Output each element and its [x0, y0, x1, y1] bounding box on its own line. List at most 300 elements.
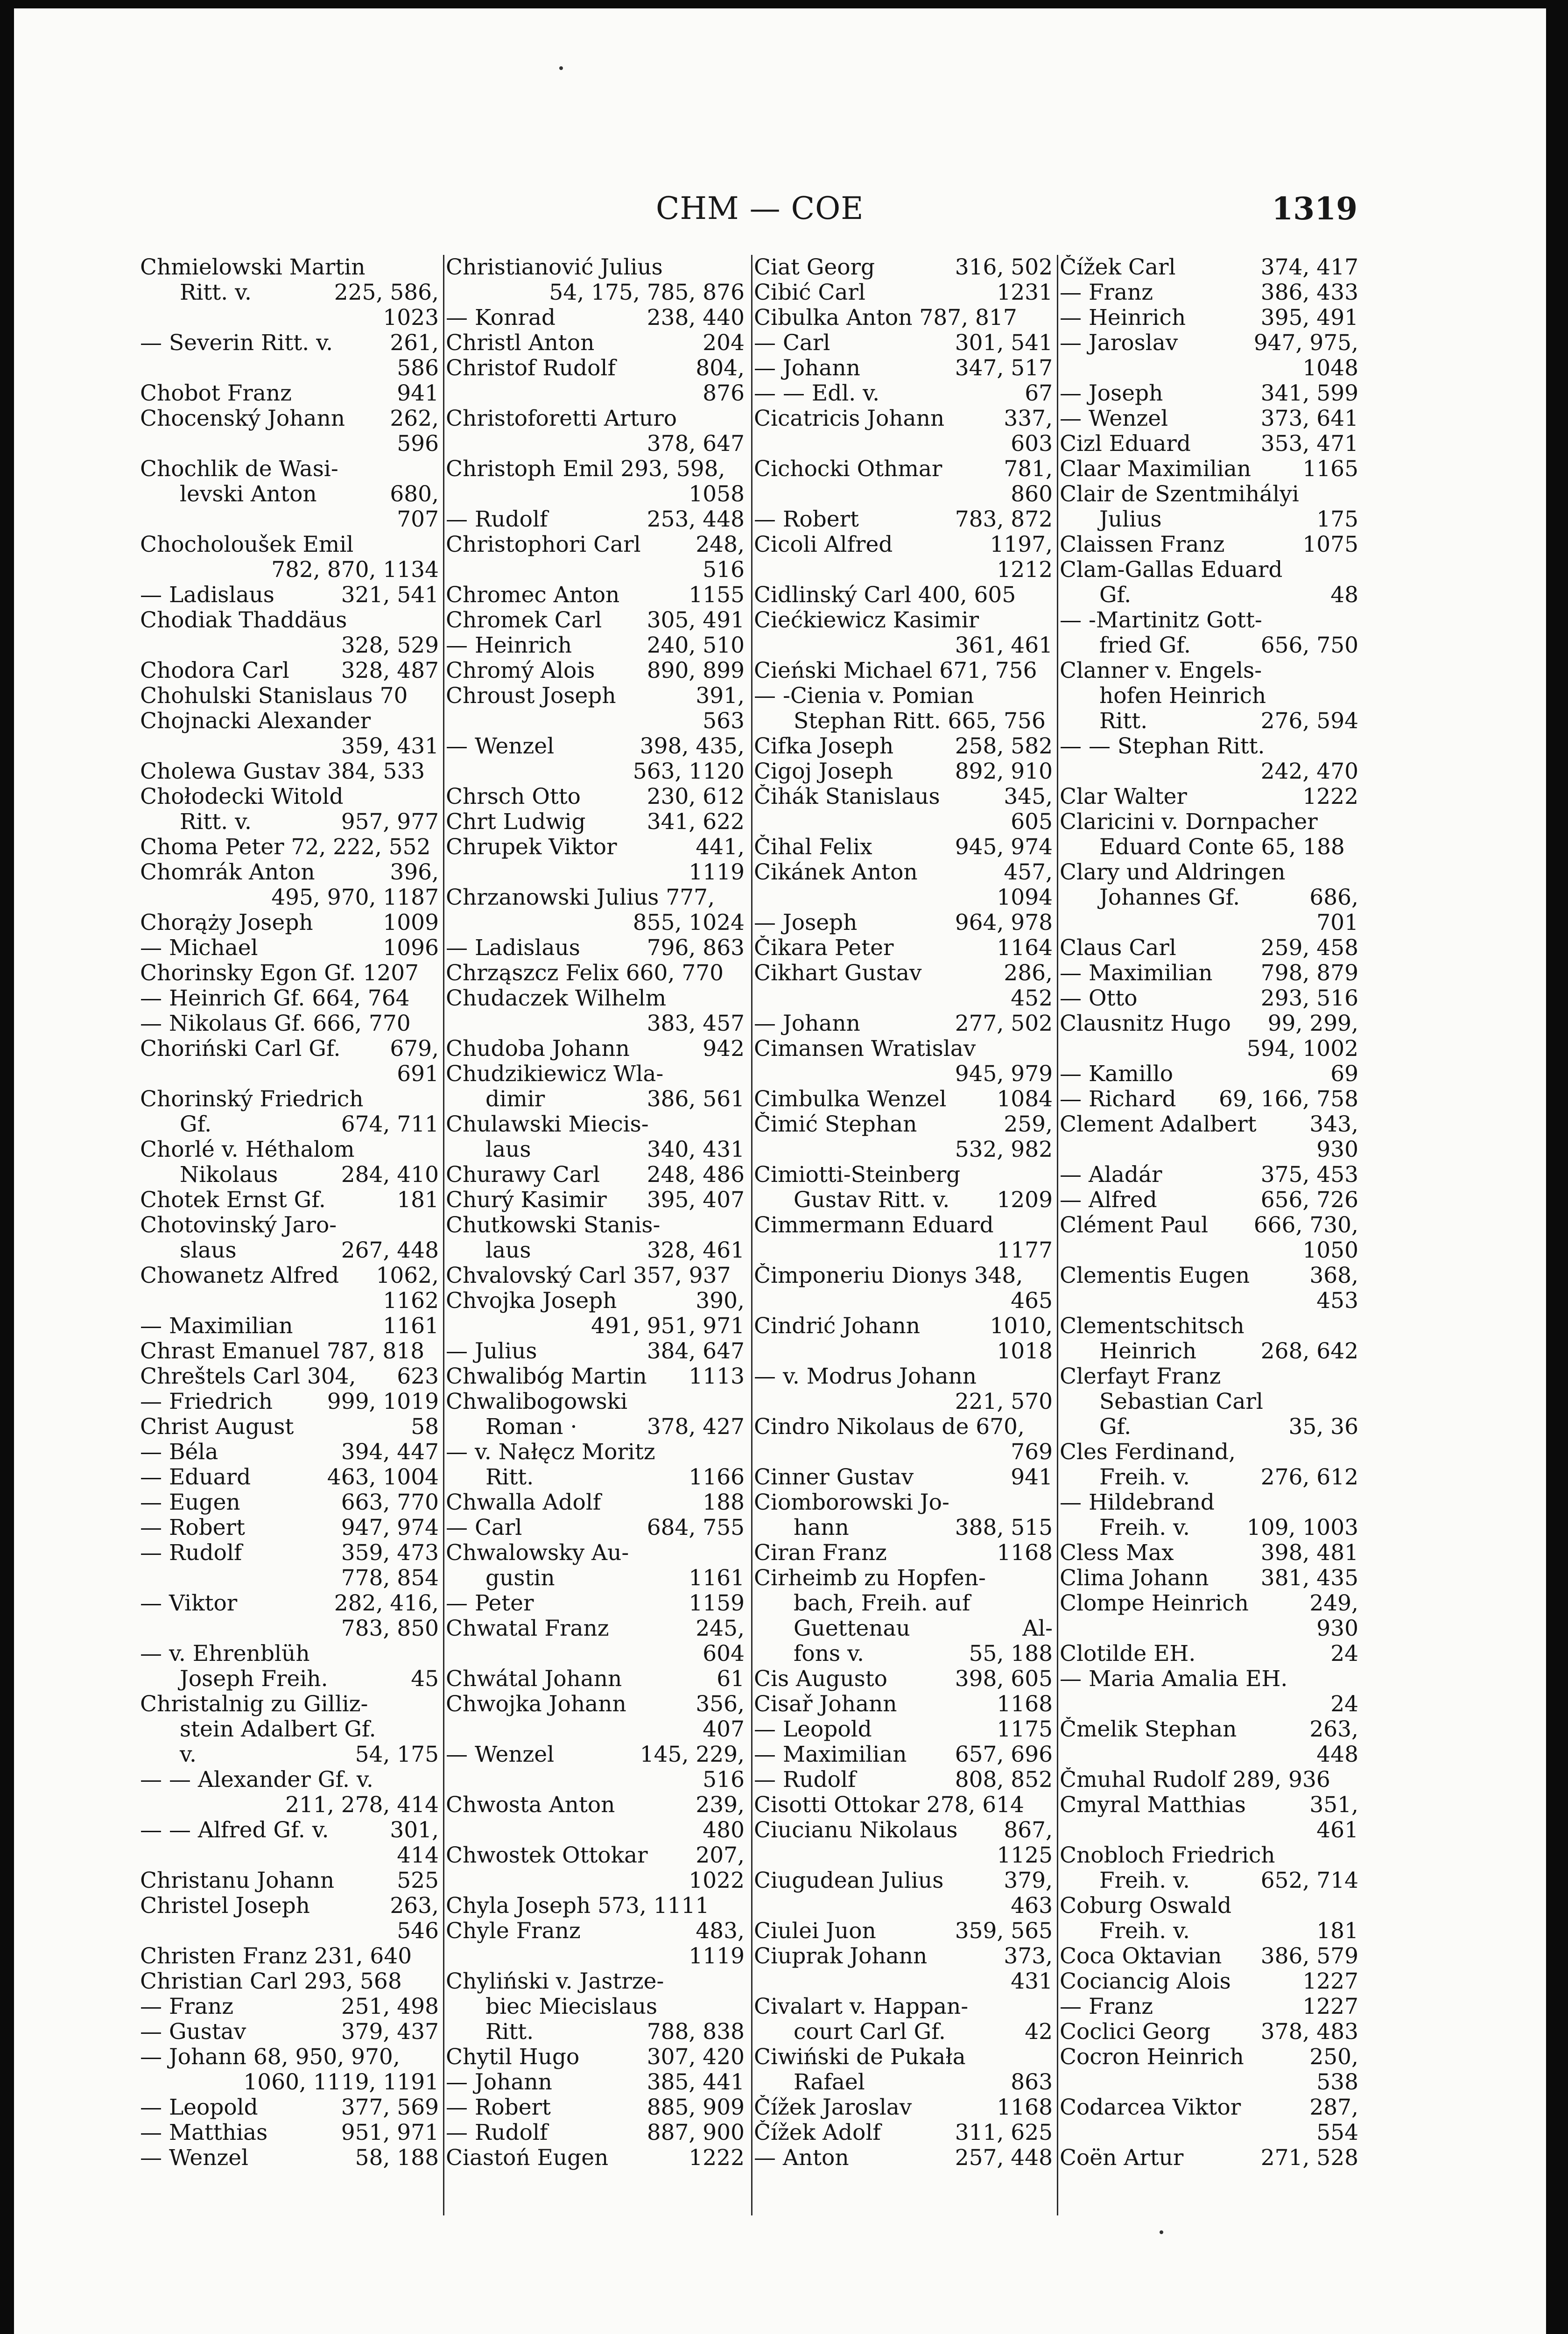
index-line: 586 — [397, 356, 439, 381]
index-line — [754, 532, 1053, 557]
index-line — [754, 784, 1053, 809]
index-line: 701 — [1316, 910, 1358, 935]
entry-name: — Maximilian — [1060, 961, 1213, 986]
index-line: Christalnig zu Gilliz- — [140, 1692, 368, 1717]
index-column-1 — [140, 255, 439, 2171]
index-line: — -Martinitz Gott- — [1060, 608, 1262, 633]
index-line — [754, 1314, 1053, 1339]
page-references: 679, — [390, 1036, 439, 1062]
entry-name: Cis Augusto — [754, 1666, 887, 1692]
index-column-2 — [446, 255, 745, 2171]
entry-name: Clima Johann — [1060, 1566, 1209, 1591]
index-line: Chrast Emanuel 787, 818 — [140, 1339, 425, 1364]
entry-name: — Heinrich — [446, 633, 572, 658]
entry-name: Cicoli Alfred — [754, 532, 893, 557]
entry-name: — Rudolf — [446, 2120, 548, 2145]
entry-name: fried Gf. — [1099, 633, 1191, 658]
entry-name: — Heinrich — [1060, 305, 1186, 330]
index-line — [754, 1188, 1053, 1213]
index-line — [140, 280, 439, 305]
entry-name: — Maximilian — [140, 1314, 293, 1339]
index-line: 414 — [397, 1843, 439, 1868]
page-references: 359, 565 — [955, 1919, 1053, 1944]
index-line — [140, 1440, 439, 1465]
page-references: 374, 417 — [1260, 255, 1358, 280]
entry-name: Gf. — [1099, 583, 1132, 608]
page-references: 277, 502 — [955, 1011, 1053, 1036]
index-line: 407 — [703, 1717, 745, 1742]
page-references: 251, 498 — [341, 1994, 439, 2019]
index-line: Cidlinský Carl 400, 605 — [754, 583, 1016, 608]
index-line: Cibulka Anton 787, 817 — [754, 305, 1017, 330]
page-references: 145, 229, — [640, 1742, 745, 1767]
entry-name: — Eugen — [140, 1490, 240, 1515]
entry-name: — Johann — [754, 1011, 860, 1036]
index-line — [1060, 1868, 1358, 1893]
entry-name: Coca Oktavian — [1060, 1944, 1222, 1969]
index-line — [140, 2145, 439, 2171]
entry-name: Christ August — [140, 1414, 294, 1440]
entry-name: Čížek Jaroslav — [754, 2095, 912, 2120]
entry-name: Ciucianu Nikolaus — [754, 1818, 958, 1843]
index-line: 1018 — [997, 1339, 1053, 1364]
index-line — [754, 1818, 1053, 1843]
index-line — [140, 1188, 439, 1213]
page-references: 250, — [1309, 2045, 1358, 2070]
index-line — [754, 381, 1053, 406]
index-line: Cles Ferdinand, — [1060, 1440, 1236, 1465]
index-line: Sebastian Carl — [1099, 1389, 1263, 1414]
index-line — [1060, 406, 1358, 431]
page-references: 1175 — [997, 1717, 1053, 1742]
index-line — [754, 2070, 1053, 2095]
index-line: 24 — [1330, 1692, 1358, 1717]
index-line: Cimmermann Eduard — [754, 1213, 994, 1238]
index-line — [446, 1742, 745, 1767]
index-line — [1060, 784, 1358, 809]
page-references: 373, — [1004, 1944, 1053, 1969]
index-line — [1060, 1263, 1358, 1288]
column-rule — [751, 255, 752, 2215]
page-references: 286, — [1004, 961, 1053, 986]
page-references: 58, 188 — [355, 2145, 439, 2171]
index-line — [754, 835, 1053, 860]
index-line — [140, 1389, 439, 1414]
index-line: 1125 — [997, 1843, 1053, 1868]
page-references: 808, 852 — [955, 1767, 1053, 1793]
page-references: 341, 599 — [1260, 381, 1358, 406]
index-line — [140, 1540, 439, 1566]
index-line: 383, 457 — [647, 1011, 745, 1036]
index-line: 860 — [1011, 482, 1053, 507]
index-line — [1060, 431, 1358, 457]
index-line — [140, 381, 439, 406]
index-line: Christen Franz 231, 640 — [140, 1944, 412, 1969]
index-line: 538 — [1316, 2070, 1358, 2095]
index-line: 769 — [1011, 1440, 1053, 1465]
index-line: Civalart v. Happan- — [754, 1994, 969, 2019]
index-line: 461 — [1316, 1818, 1358, 1843]
index-line: — v. Ehrenblüh — [140, 1641, 310, 1666]
page-references: 947, 975, — [1253, 330, 1358, 356]
entry-name: — Johann — [446, 2070, 552, 2095]
index-line — [1060, 935, 1358, 961]
entry-name: Čimić Stephan — [754, 1112, 917, 1137]
entry-name: fons v. — [794, 1641, 864, 1666]
entry-name: — Béla — [140, 1440, 218, 1465]
entry-name: Chwalla Adolf — [446, 1490, 601, 1515]
entry-name: Ritt. — [485, 1465, 534, 1490]
page-references: 276, 594 — [1260, 709, 1358, 734]
index-line — [446, 1339, 745, 1364]
index-line: Chorlé v. Héthalom — [140, 1137, 355, 1162]
index-line — [446, 2019, 745, 2045]
page-references: 305, 491 — [647, 608, 745, 633]
page-references: 483, — [696, 1919, 745, 1944]
entry-name: — Franz — [1060, 1994, 1153, 2019]
index-line — [446, 2120, 745, 2145]
page-references: 35, 36 — [1288, 1414, 1358, 1440]
index-line: 242, 470 — [1260, 759, 1358, 784]
index-line: 452 — [1011, 986, 1053, 1011]
page-references: 1161 — [689, 1566, 745, 1591]
index-line — [1060, 1793, 1358, 1818]
entry-name: Ciugudean Julius — [754, 1868, 944, 1893]
entry-name: gustin — [485, 1566, 555, 1591]
page-references: 276, 612 — [1260, 1465, 1358, 1490]
index-line — [1060, 1087, 1358, 1112]
index-line — [140, 1515, 439, 1540]
index-line — [754, 280, 1053, 305]
page-references: 1165 — [1302, 457, 1358, 482]
page-references: 67 — [1025, 381, 1053, 406]
page-references: 804, — [696, 356, 745, 381]
index-line — [446, 658, 745, 683]
index-line: Chmielowski Martin — [140, 255, 366, 280]
index-line: Chvalovský Carl 357, 937 — [446, 1263, 731, 1288]
index-line: Clerfayt Franz — [1060, 1364, 1221, 1389]
entry-name: Cichocki Othmar — [754, 457, 942, 482]
page-references: 941 — [1011, 1465, 1053, 1490]
entry-name: Chowanetz Alfred — [140, 1263, 339, 1288]
index-line: Chwalowsky Au- — [446, 1540, 629, 1566]
index-line — [446, 1666, 745, 1692]
index-line: 930 — [1316, 1137, 1358, 1162]
index-line — [140, 1868, 439, 1893]
index-line — [140, 2019, 439, 2045]
page-references: 867, — [1004, 1818, 1053, 1843]
index-line — [446, 330, 745, 356]
index-line: 1212 — [997, 557, 1053, 583]
entry-name: Clar Walter — [1060, 784, 1187, 809]
page-references: 657, 696 — [955, 1742, 1053, 1767]
index-line: 491, 951, 971 — [591, 1314, 745, 1339]
entry-name: — Ladislaus — [140, 583, 274, 608]
index-line — [754, 1087, 1053, 1112]
index-line: Cirheimb zu Hopfen- — [754, 1566, 986, 1591]
index-line: 594, 1002 — [1246, 1036, 1358, 1062]
index-line — [140, 2120, 439, 2145]
page-references: 674, 711 — [341, 1112, 439, 1137]
entry-name: Cifka Joseph — [754, 734, 894, 759]
page-references: 395, 491 — [1260, 305, 1358, 330]
index-line — [446, 1515, 745, 1540]
index-line: Cholewa Gustav 384, 533 — [140, 759, 425, 784]
index-line: bach, Freih. auf — [794, 1591, 970, 1616]
entry-name: slaus — [180, 1238, 237, 1263]
index-line: Chotovinský Jaro- — [140, 1213, 337, 1238]
index-line: 563 — [703, 709, 745, 734]
entry-name: Ciuprak Johann — [754, 1944, 928, 1969]
page-references: 1164 — [997, 935, 1053, 961]
entry-name: Claar Maximilian — [1060, 457, 1252, 482]
entry-name: Čížek Adolf — [754, 2120, 881, 2145]
page-references: 351, — [1309, 1793, 1358, 1818]
index-line — [446, 809, 745, 835]
book-page — [14, 8, 1546, 2334]
index-line: 480 — [703, 1818, 745, 1843]
index-line: 603 — [1011, 431, 1053, 457]
index-line: 707 — [397, 507, 439, 532]
index-line — [140, 1994, 439, 2019]
index-line: Chołodecki Witold — [140, 784, 344, 809]
page-references: 394, 447 — [341, 1440, 439, 1465]
index-line: Chutkowski Stanis- — [446, 1213, 661, 1238]
index-line: 563, 1120 — [633, 759, 745, 784]
index-line — [1060, 1515, 1358, 1540]
page-references: 381, 435 — [1260, 1566, 1358, 1591]
entry-name: Ciastoń Eugen — [446, 2145, 609, 2171]
page-references: 321, 541 — [341, 583, 439, 608]
index-line — [1060, 255, 1358, 280]
page-references: 345, — [1004, 784, 1053, 809]
page-references: 680, — [390, 482, 439, 507]
entry-name: Chytil Hugo — [446, 2045, 580, 2070]
page-references: 384, 647 — [647, 1339, 745, 1364]
index-line — [754, 935, 1053, 961]
index-line: 1119 — [689, 1944, 745, 1969]
page-references: 463, 1004 — [327, 1465, 439, 1490]
entry-name: Codarcea Viktor — [1060, 2095, 1241, 2120]
page-references: 69, 166, 758 — [1219, 1087, 1358, 1112]
page-references: 1155 — [689, 583, 745, 608]
index-line — [1060, 1339, 1358, 1364]
index-line — [140, 1591, 439, 1616]
index-line — [446, 1692, 745, 1717]
entry-name: Cindrić Johann — [754, 1314, 921, 1339]
page-references: 1166 — [689, 1465, 745, 1490]
index-line: Čimponeriu Dionys 348, — [754, 1263, 1023, 1288]
index-line — [754, 330, 1053, 356]
index-line: 465 — [1011, 1288, 1053, 1314]
entry-name: Cikhart Gustav — [754, 961, 922, 986]
index-line — [754, 1742, 1053, 1767]
page-references: 1222 — [1302, 784, 1358, 809]
page-references: 1009 — [383, 910, 439, 935]
page-references: 225, 586, — [334, 280, 439, 305]
index-line — [140, 1893, 439, 1919]
page-references: 293, 516 — [1260, 986, 1358, 1011]
paper-speck — [559, 66, 563, 70]
entry-name: Ritt. — [1099, 709, 1148, 734]
page-references: 890, 899 — [647, 658, 745, 683]
index-line: stein Adalbert Gf. — [180, 1717, 376, 1742]
page-references: 271, 528 — [1260, 2145, 1358, 2171]
index-line — [754, 1465, 1053, 1490]
index-line — [446, 633, 745, 658]
index-column-3 — [754, 255, 1053, 2171]
page-references: 268, 642 — [1260, 1339, 1358, 1364]
index-line — [1060, 1717, 1358, 1742]
index-line — [446, 784, 745, 809]
entry-name: — Friedrich — [140, 1389, 273, 1414]
index-line: 328, 529 — [341, 633, 439, 658]
entry-name: Churý Kasimir — [446, 1188, 607, 1213]
index-line — [446, 583, 745, 608]
page-references: 375, 453 — [1260, 1162, 1358, 1188]
index-line: Chudzikiewicz Wla- — [446, 1062, 664, 1087]
page-references: 386, 579 — [1260, 1944, 1358, 1969]
index-line: 778, 854 — [341, 1566, 439, 1591]
index-line: Chocholoušek Emil — [140, 532, 354, 557]
page-references: 262, — [390, 406, 439, 431]
index-line: — Heinrich Gf. 664, 764 — [140, 986, 410, 1011]
index-line — [1060, 2019, 1358, 2045]
entry-name: — Carl — [446, 1515, 522, 1540]
index-line: 378, 647 — [647, 431, 745, 457]
index-line: Čmuhal Rudolf 289, 936 — [1060, 1767, 1330, 1793]
entry-name: Chodora Carl — [140, 658, 289, 683]
index-line: 855, 1024 — [633, 910, 745, 935]
index-line: Coburg Oswald — [1060, 1893, 1232, 1919]
index-line — [1060, 986, 1358, 1011]
entry-name: — Rudolf — [446, 507, 548, 532]
index-line: — Nikolaus Gf. 666, 770 — [140, 1011, 411, 1036]
page-references: 337, — [1004, 406, 1053, 431]
page-references: 781, — [1004, 457, 1053, 482]
index-line: Ciećkiewicz Kasimir — [754, 608, 979, 633]
entry-name: — Rudolf — [140, 1540, 242, 1566]
index-line: Cieński Michael 671, 756 — [754, 658, 1037, 683]
index-line — [754, 734, 1053, 759]
page-references: 181 — [1316, 1919, 1358, 1944]
index-line: — -Cienia v. Pomian — [754, 683, 974, 709]
index-line: Chorinsky Egon Gf. 1207 — [140, 961, 419, 986]
entry-name: v. — [180, 1742, 197, 1767]
page-references: 379, — [1004, 1868, 1053, 1893]
page-references: 267, 448 — [341, 1238, 439, 1263]
page-references: 240, 510 — [647, 633, 745, 658]
page-references: 204 — [703, 330, 745, 356]
index-column-4 — [1060, 255, 1358, 2171]
index-line — [1060, 1062, 1358, 1087]
index-line — [1060, 381, 1358, 406]
index-line — [446, 356, 745, 381]
page-references: 656, 750 — [1260, 633, 1358, 658]
index-line — [1060, 1540, 1358, 1566]
page-references: 263, — [390, 1893, 439, 1919]
index-line — [446, 2145, 745, 2171]
index-line — [754, 759, 1053, 784]
entry-name: — Leopold — [754, 1717, 872, 1742]
index-line — [1060, 583, 1358, 608]
index-line: 221, 570 — [955, 1389, 1053, 1414]
entry-name: — Leopold — [140, 2095, 258, 2120]
entry-name: Cikánek Anton — [754, 860, 918, 885]
entry-name: Claissen Franz — [1060, 532, 1225, 557]
index-line: 516 — [703, 557, 745, 583]
index-line — [446, 1843, 745, 1868]
index-line — [1060, 2145, 1358, 2171]
entry-name: Ritt. v. — [180, 809, 252, 835]
index-line: — — Alexander Gf. v. — [140, 1767, 373, 1793]
index-line — [446, 734, 745, 759]
entry-name: — Rudolf — [754, 1767, 856, 1793]
index-line — [140, 1666, 439, 1692]
entry-name: Joseph Freih. — [180, 1666, 328, 1692]
page-references: 391, — [696, 683, 745, 709]
entry-name: — Wenzel — [1060, 406, 1168, 431]
index-line: Cnobloch Friedrich — [1060, 1843, 1275, 1868]
page-references: 623 — [397, 1364, 439, 1389]
index-line: Cisotti Ottokar 278, 614 — [754, 1793, 1024, 1818]
index-line — [1060, 1969, 1358, 1994]
index-line: 361, 461 — [955, 633, 1053, 658]
page-references: 356, — [696, 1692, 745, 1717]
entry-name: Cocron Heinrich — [1060, 2045, 1244, 2070]
index-line — [1060, 507, 1358, 532]
entry-name: — Eduard — [140, 1465, 251, 1490]
index-line: Christianović Julius — [446, 255, 663, 280]
running-head: CHM — COE — [656, 190, 864, 226]
index-line — [140, 1263, 439, 1288]
index-line — [140, 1162, 439, 1188]
page-references: 316, 502 — [955, 255, 1053, 280]
index-line — [754, 1666, 1053, 1692]
index-line: 453 — [1316, 1288, 1358, 1314]
index-line — [1060, 961, 1358, 986]
page-references: 259, 458 — [1260, 935, 1358, 961]
entry-name: Freih. v. — [1099, 1919, 1190, 1944]
index-line: 495, 970, 1187 — [271, 885, 439, 910]
page-references: 1075 — [1302, 532, 1358, 557]
index-line: 1162 — [383, 1288, 439, 1314]
entry-name: laus — [485, 1238, 531, 1263]
entry-name: — Wenzel — [446, 1742, 555, 1767]
index-line — [140, 1742, 439, 1767]
entry-name: Clementis Eugen — [1060, 1263, 1250, 1288]
page-references: 42 — [1025, 2019, 1053, 2045]
entry-name: Freih. v. — [1099, 1515, 1190, 1540]
page-references: 245, — [696, 1616, 745, 1641]
page-references: 1227 — [1302, 1969, 1358, 1994]
page-references: 796, 863 — [647, 935, 745, 961]
entry-name: levski Anton — [180, 482, 317, 507]
page-references: 378, 483 — [1260, 2019, 1358, 2045]
index-line — [1060, 1566, 1358, 1591]
page-references: 941 — [397, 381, 439, 406]
entry-name: — Matthias — [140, 2120, 268, 2145]
entry-name: Čmelik Stephan — [1060, 1717, 1237, 1742]
index-line — [1060, 2095, 1358, 2120]
page-references: 263, — [1309, 1717, 1358, 1742]
entry-name: Chrupek Viktor — [446, 835, 617, 860]
entry-name: Cibić Carl — [754, 280, 865, 305]
page-references: 398, 481 — [1260, 1540, 1358, 1566]
page-references: 48 — [1330, 583, 1358, 608]
index-line — [1060, 1994, 1358, 2019]
page-references: 379, 437 — [341, 2019, 439, 2045]
